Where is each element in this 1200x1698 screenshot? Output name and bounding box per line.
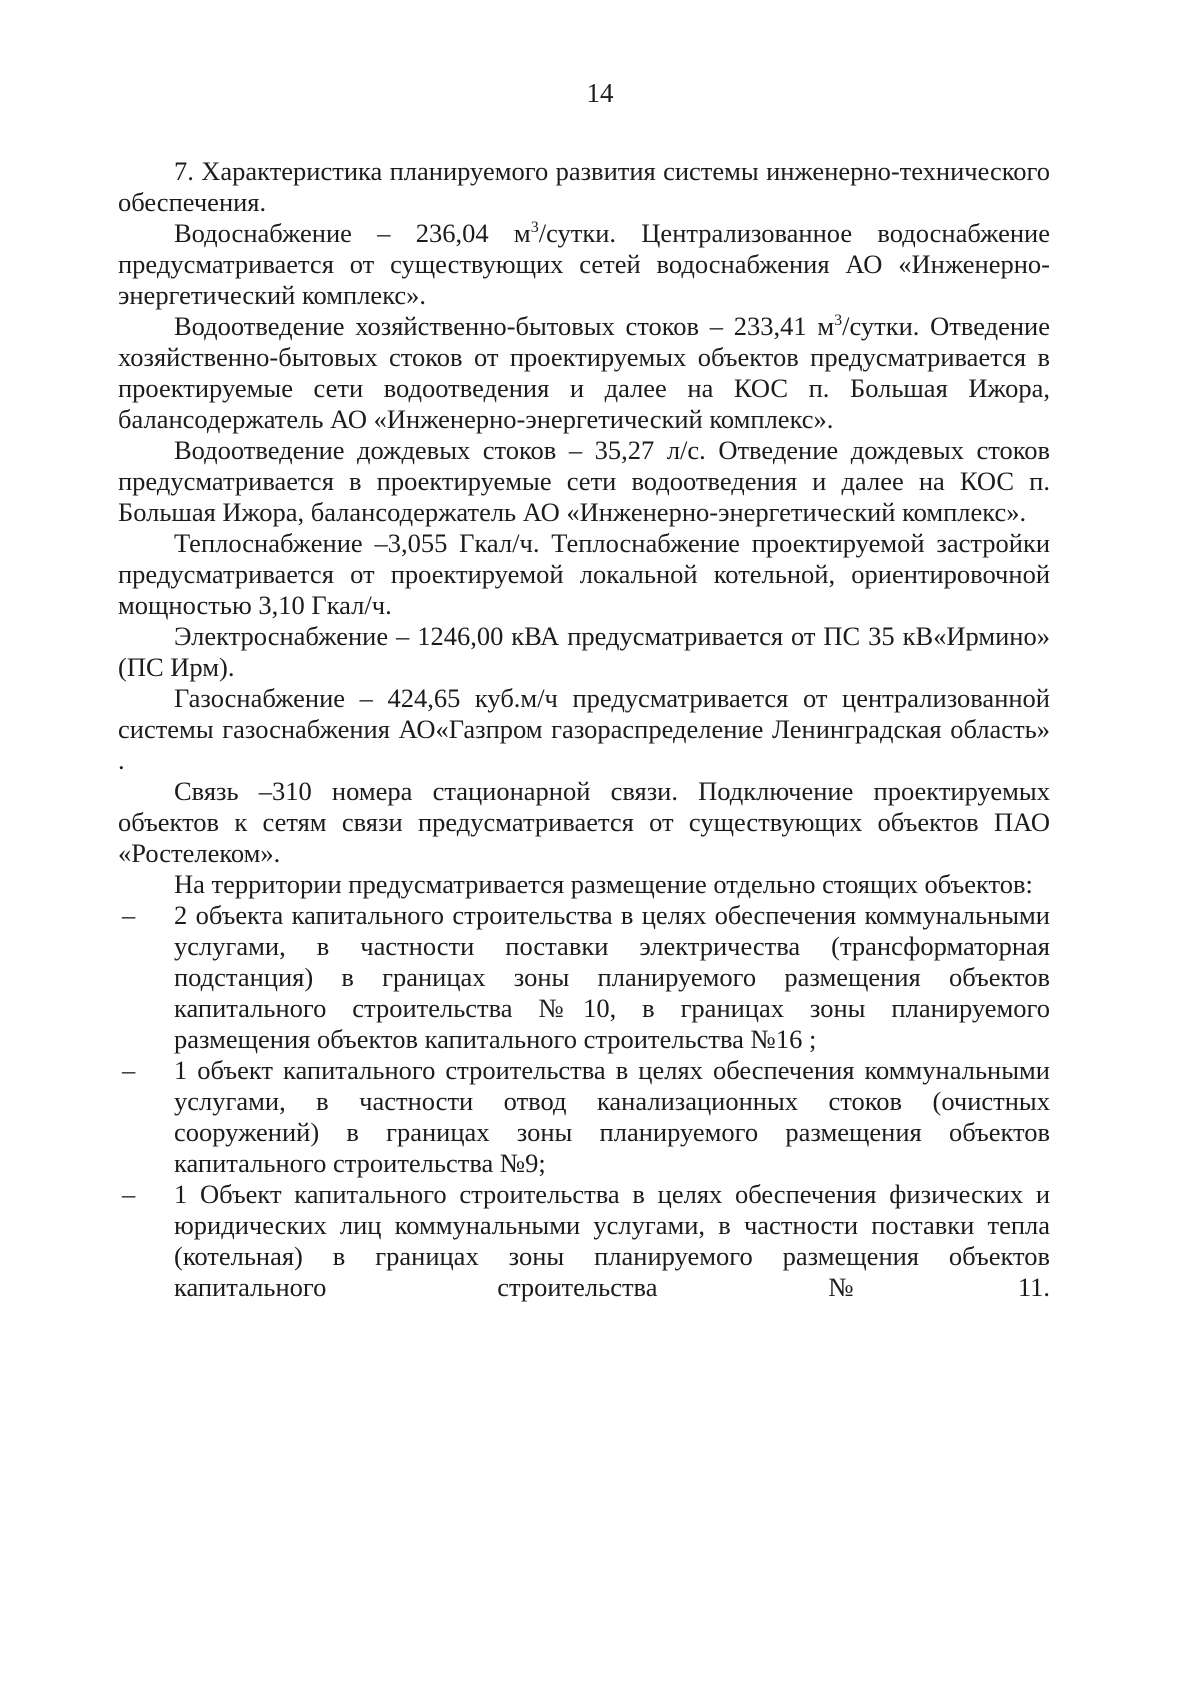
sewage-text-continued: /сутки. Отведение хозяйственно-бытовых стоков от проектируемых объектов предусматривается в проектируемые сети водоотведения и далее на КОС п. Большая Ижора, балансодержатель АО «Инженерно-энергетический комплекс». bbox=[118, 311, 1050, 434]
water-supply-text-continued: /сутки. Централизованное водоснабжение предусматривается от существующих сетей водоснабжения АО «Инженерно-энергетический комплекс». bbox=[118, 218, 1051, 310]
list-item-text: 1 объект капитального строительства в целях обеспечения коммунальными услугами, в частности отвод канализационных стоков (очистных сооружений) в границах зоны планируемого размещения объектов капитального строительства №9; bbox=[174, 1055, 1050, 1178]
list-item bbox=[118, 1055, 1050, 1179]
list-item bbox=[118, 900, 1050, 1055]
list-dash: – bbox=[122, 1055, 136, 1085]
sewage-text: Водоотведение хозяйственно-бытовых стоков – 233,41 м bbox=[174, 311, 835, 341]
water-supply-paragraph bbox=[118, 218, 1050, 311]
list-item-text: 2 объекта капитального строительства в целях обеспечения коммунальными услугами, в частности поставки электричества (трансформаторная подстанция) в границах зоны планируемого размещения объектов капитального строительства №10, в границах зоны планируемого размещения объектов капитального строительства №16 ; bbox=[174, 900, 1050, 1054]
gas-supply-paragraph: Газоснабжение – 424,65 куб.м/ч предусматривается от централизованной системы газоснабжения АО«Газпром газораспределение Ленинградская область» . bbox=[118, 683, 1050, 775]
communications-paragraph: Связь –310 номера стационарной связи. Подключение проектируемых объектов к сетям связи предусматривается от существующих объектов ПАО «Ростелеком». bbox=[118, 776, 1050, 868]
water-supply-unit-superscript: 3 bbox=[530, 219, 539, 237]
section-heading: 7. Характеристика планируемого развития системы инженерно-технического обеспечения. bbox=[118, 156, 1050, 217]
document-body bbox=[118, 156, 1050, 1303]
sewage-paragraph bbox=[118, 311, 1050, 435]
list-dash: – bbox=[122, 1179, 136, 1209]
rainwater-paragraph: Водоотведение дождевых стоков – 35,27 л/с. Отведение дождевых стоков предусматривается в проектируемые сети водоотведения и далее на КОС п. Большая Ижора, балансодержатель АО «Инженерно-энергетический комплекс». bbox=[118, 435, 1050, 527]
list-item bbox=[118, 1179, 1050, 1303]
power-supply-paragraph: Электроснабжение – 1246,00 кВА предусматривается от ПС 35 кВ«Ирмино» (ПС Ирм). bbox=[118, 621, 1050, 682]
page-number: 14 bbox=[586, 78, 614, 108]
sewage-unit-superscript: 3 bbox=[834, 312, 843, 330]
territory-paragraph: На территории предусматривается размещение отдельно стоящих объектов: bbox=[174, 869, 1033, 899]
heat-supply-paragraph: Теплоснабжение –3,055 Гкал/ч. Теплоснабжение проектируемой застройки предусматривается от проектируемой локальной котельной, ориентировочной мощностью 3,10 Гкал/ч. bbox=[118, 528, 1050, 620]
list-dash: – bbox=[122, 900, 136, 930]
objects-list bbox=[118, 900, 1050, 1303]
list-item-text: 1 Объект капитального строительства в целях обеспечения физических и юридических лиц коммунальными услугами, в частности поставки тепла (котельная) в границах зоны планируемого размещения объектов капитального строительства №11. bbox=[174, 1179, 1050, 1302]
water-supply-text: Водоснабжение – 236,04 м bbox=[174, 218, 531, 248]
